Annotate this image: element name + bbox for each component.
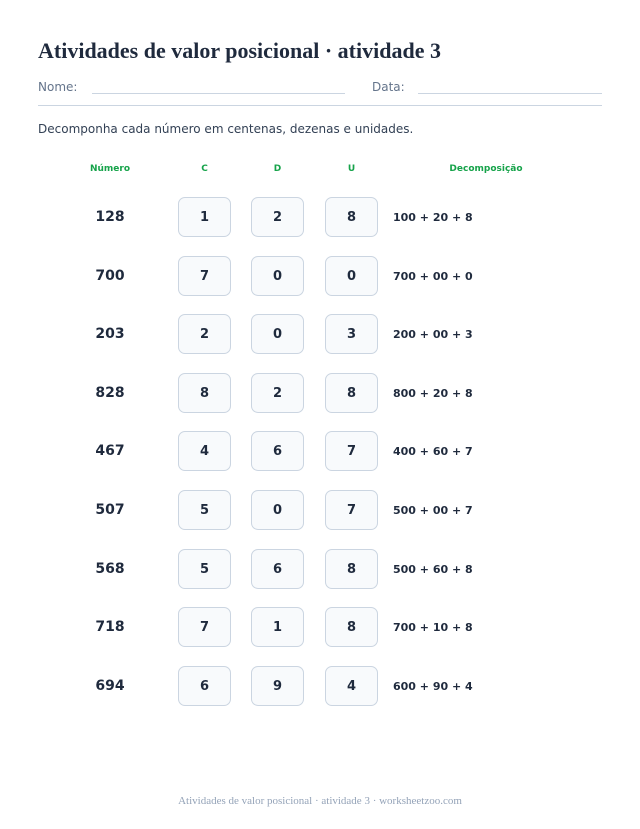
- decomposition-value: 100 + 20 + 8: [393, 211, 473, 224]
- exercise-row: [0, 607, 640, 651]
- units-box[interactable]: 8: [325, 197, 378, 237]
- hundreds-box[interactable]: 4: [178, 431, 231, 471]
- hundreds-box[interactable]: 8: [178, 373, 231, 413]
- decomposition-value: 700 + 00 + 0: [393, 270, 473, 283]
- footer: Atividades de valor posicional · atividade 3 · worksheetzoo.com: [178, 795, 462, 807]
- decomposition-value: 600 + 90 + 4: [393, 680, 473, 693]
- decomposition-value: 800 + 20 + 8: [393, 387, 473, 400]
- tens-box[interactable]: 0: [251, 256, 304, 296]
- exercise-row: [0, 431, 640, 475]
- date-field[interactable]: [418, 93, 602, 94]
- hundreds-box[interactable]: 6: [178, 666, 231, 706]
- units-box[interactable]: 8: [325, 607, 378, 647]
- units-box[interactable]: 7: [325, 490, 378, 530]
- exercise-row: [0, 666, 640, 710]
- units-box[interactable]: 4: [325, 666, 378, 706]
- units-box[interactable]: 8: [325, 373, 378, 413]
- number-value: 718: [95, 619, 125, 635]
- hundreds-box[interactable]: 5: [178, 490, 231, 530]
- number-value: 828: [95, 385, 125, 401]
- column-header-c: C: [201, 164, 208, 174]
- tens-box[interactable]: 1: [251, 607, 304, 647]
- column-header-d: D: [273, 164, 282, 174]
- column-header-u: U: [347, 164, 356, 174]
- number-value: 128: [95, 209, 125, 225]
- hundreds-box[interactable]: 5: [178, 549, 231, 589]
- number-value: 507: [95, 502, 125, 518]
- number-value: 467: [95, 443, 125, 459]
- units-box[interactable]: 7: [325, 431, 378, 471]
- tens-box[interactable]: 6: [251, 549, 304, 589]
- tens-box[interactable]: 0: [251, 314, 304, 354]
- column-header-number: Número: [89, 164, 131, 174]
- tens-box[interactable]: 6: [251, 431, 304, 471]
- hundreds-box[interactable]: 7: [178, 607, 231, 647]
- decomposition-value: 500 + 00 + 7: [393, 504, 473, 517]
- name-field[interactable]: [92, 93, 345, 94]
- decomposition-value: 400 + 60 + 7: [393, 445, 473, 458]
- exercise-row: [0, 373, 640, 417]
- number-value: 700: [95, 268, 125, 284]
- exercise-row: [0, 256, 640, 300]
- exercise-row: [0, 197, 640, 241]
- number-value: 694: [95, 678, 125, 694]
- number-value: 568: [95, 561, 125, 577]
- instructions: Decomponha cada número em centenas, dezenas e unidades.: [38, 122, 414, 136]
- units-box[interactable]: 8: [325, 549, 378, 589]
- name-label: Nome:: [38, 80, 78, 94]
- header-divider: [38, 105, 602, 106]
- exercise-row: [0, 314, 640, 358]
- tens-box[interactable]: 2: [251, 373, 304, 413]
- date-label: Data:: [372, 80, 405, 94]
- exercise-row: [0, 490, 640, 534]
- hundreds-box[interactable]: 1: [178, 197, 231, 237]
- page-title: Atividades de valor posicional · atividade 3: [38, 38, 441, 63]
- hundreds-box[interactable]: 7: [178, 256, 231, 296]
- tens-box[interactable]: 0: [251, 490, 304, 530]
- hundreds-box[interactable]: 2: [178, 314, 231, 354]
- column-header-decomposition: Decomposição: [449, 164, 523, 174]
- tens-box[interactable]: 9: [251, 666, 304, 706]
- decomposition-value: 500 + 60 + 8: [393, 563, 473, 576]
- units-box[interactable]: 0: [325, 256, 378, 296]
- decomposition-value: 200 + 00 + 3: [393, 328, 473, 341]
- units-box[interactable]: 3: [325, 314, 378, 354]
- exercise-row: [0, 549, 640, 593]
- tens-box[interactable]: 2: [251, 197, 304, 237]
- decomposition-value: 700 + 10 + 8: [393, 621, 473, 634]
- number-value: 203: [95, 326, 125, 342]
